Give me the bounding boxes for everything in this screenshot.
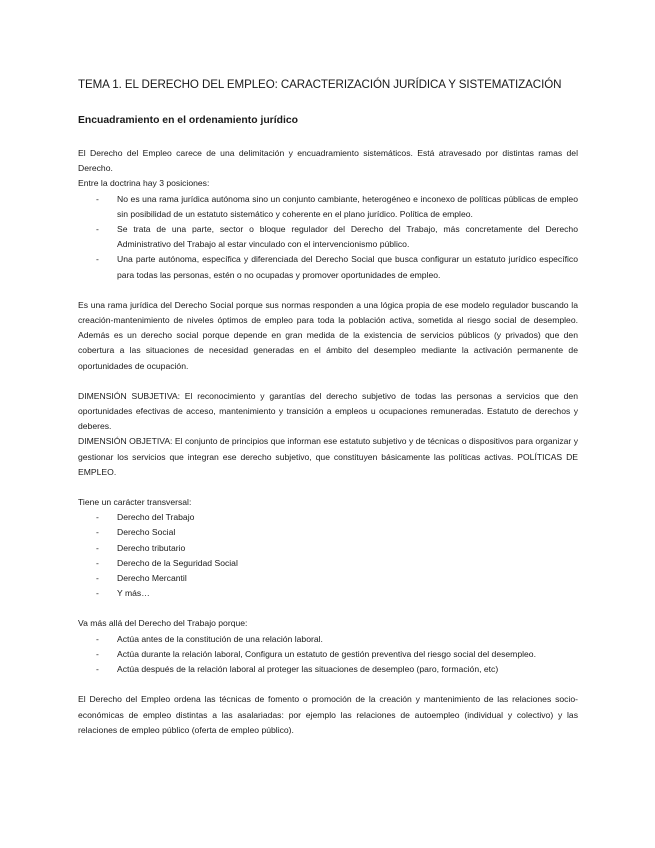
dimension-subjetiva — [78, 389, 578, 435]
transversal-block — [78, 495, 578, 601]
list-item: - Derecho Mercantil — [78, 571, 578, 586]
dimension-subjetiva-label: DIMENSIÓN SUBJETIVA: — [78, 390, 181, 401]
list-item: - Actúa durante la relación laboral, Configura un estatuto de gestión preventiva del riesgo social del desempleo. — [78, 647, 578, 662]
closing-block — [78, 692, 578, 738]
dimension-subjetiva-text: El reconocimiento y garantías del derecho subjetivo de todas las personas a servicios que den oportunidades efectivas de acceso, mantenimiento y transición a empleos u ocupaciones remuneradas. Estatuto de derechos y deberes. — [78, 390, 578, 432]
list-item: - Derecho de la Seguridad Social — [78, 556, 578, 571]
beyond-block — [78, 616, 578, 677]
dimensions-block — [78, 389, 578, 480]
list-item: - Derecho del Trabajo — [78, 510, 578, 525]
rama-paragraph: Es una rama jurídica del Derecho Social porque sus normas responden a una lógica propia de ese modelo regulador buscando la creación-mantenimiento de niveles óptimos de empleo para toda la población activa, sometida al riesgo social de desempleo. Además es un derecho social porque depende en gran medida de la existencia de servicios públicos (y privados) que den cobertura a las situaciones de necesidad generadas en el ámbito del desempleo mediante la activación permanente de oportunidades de ocupación. — [78, 299, 578, 371]
list-item: - Una parte autónoma, específica y diferenciada del Derecho Social que busca configurar un estatuto jurídico específico para todas las personas, estén o no ocupadas y promover oportunidades de empleo. — [78, 252, 578, 282]
dimension-objetiva — [78, 434, 578, 480]
document-page — [78, 78, 578, 753]
list-item: - Actúa después de la relación laboral al proteger las situaciones de desempleo (paro, formación, etc) — [78, 662, 578, 677]
list-item: - No es una rama jurídica autónoma sino un conjunto cambiante, heterogéneo e inconexo de políticas públicas de empleo sin posibilidad de un estatuto sistemático y coherente en el plano jurídico. Política de empleo. — [78, 192, 578, 222]
intro-paragraph: El Derecho del Empleo carece de una delimitación y encuadramiento sistemáticos. Está atravesado por distintas ramas del Derecho. — [78, 148, 578, 174]
section-heading: Encuadramiento en el ordenamiento jurídico — [78, 115, 298, 126]
dimension-objetiva-text: El conjunto de principios que informan ese estatuto subjetivo y de técnicas o dispositivos para organizar y gestionar los servicios que integran ese derecho subjetivo, que constituyen básicamente las políticas activas. — [78, 436, 578, 462]
transversal-intro: Tiene un carácter transversal: — [78, 497, 192, 508]
rama-block — [78, 298, 578, 374]
list-item: - Se trata de una parte, sector o bloque regulador del Derecho del Trabajo, más concretamente del Derecho Administrativo del Trabajo al estar vinculado con el intervencionismo público. — [78, 222, 578, 252]
list-item: - Y más… — [78, 586, 578, 601]
document-title: TEMA 1. EL DERECHO DEL EMPLEO: CARACTERIZACIÓN JURÍDICA Y SISTEMATIZACIÓN — [78, 78, 562, 91]
list-item: - Actúa antes de la constitución de una relación laboral. — [78, 632, 578, 647]
positions-intro: Entre la doctrina hay 3 posiciones: — [78, 178, 210, 189]
beyond-list — [78, 632, 578, 678]
list-item: - Derecho tributario — [78, 541, 578, 556]
list-item: - Derecho Social — [78, 525, 578, 540]
transversal-list — [78, 510, 578, 601]
positions-list — [78, 192, 578, 283]
dimension-objetiva-label: DIMENSIÓN OBJETIVA: — [78, 436, 173, 447]
intro-block — [78, 146, 578, 283]
closing-paragraph: El Derecho del Empleo ordena las técnicas de fomento o promoción de la creación y mantenimiento de las relaciones socio-económicas de empleo distintas a las asalariadas: por ejemplo las relaciones de autoempleo (individual y colectivo) y las relaciones de empleo público (oferta de empleo público). — [78, 694, 578, 735]
beyond-intro: Va más allá del Derecho del Trabajo porque: — [78, 618, 248, 629]
dimension-objetiva-tail: POLÍTICAS DE EMPLEO. — [78, 451, 579, 477]
